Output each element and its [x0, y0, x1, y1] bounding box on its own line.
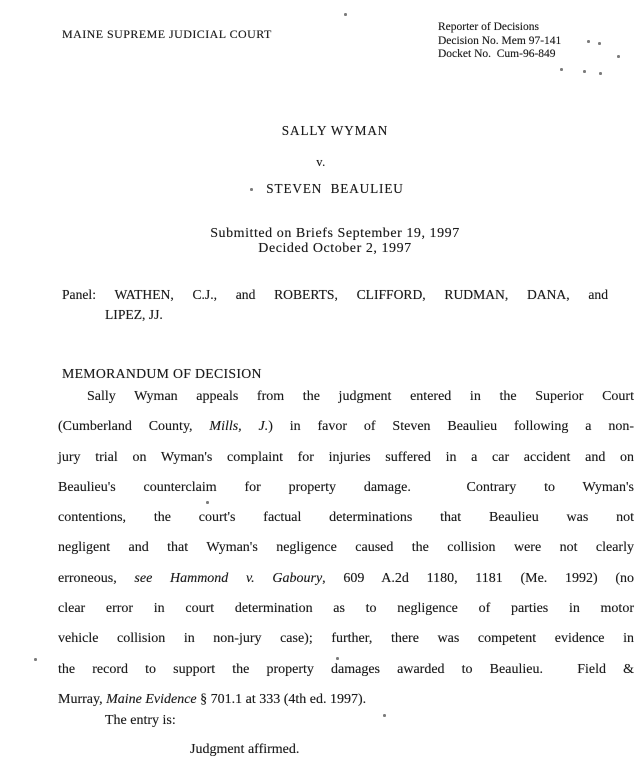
body-paragraph: [58, 382, 634, 715]
body-line: [58, 564, 634, 594]
body-line: [58, 685, 634, 715]
scan-speck: [617, 55, 620, 58]
court-name: MAINE SUPREME JUDICIAL COURT: [62, 27, 272, 41]
body-text: erroneous,: [58, 570, 135, 586]
reporter-block: [438, 21, 561, 62]
body-line: [58, 382, 634, 412]
body-text: the record to support the property damages awarded to Beaulieu. Field &: [58, 661, 634, 677]
body-line: [58, 655, 634, 685]
panel-line-1: Panel: WATHEN, C.J., and ROBERTS, CLIFFORD, RUDMAN, DANA, and: [62, 287, 608, 302]
panel-block: [62, 285, 608, 325]
body-text: vehicle collision in non-jury case); further, there was competent evidence in: [58, 631, 634, 647]
body-line: [58, 594, 634, 624]
body-text: (Cumberland County,: [58, 419, 210, 435]
memorandum-heading: MEMORANDUM OF DECISION: [62, 366, 262, 381]
body-line: [58, 443, 634, 473]
submitted-date: Submitted on Briefs September 19, 1997: [210, 226, 460, 241]
scan-speck: [599, 72, 602, 75]
defendant-name: STEVEN BEAULIEU: [266, 181, 404, 196]
scan-speck: [583, 70, 586, 73]
citation-italic: Mills, J.: [209, 419, 269, 435]
judgment-line: Judgment affirmed.: [190, 742, 300, 757]
body-text: Sally Wyman appeals from the judgment entered in the Superior Court: [87, 389, 634, 404]
reporter-of-decisions: Reporter of Decisions: [438, 21, 539, 33]
docket-number: Docket No. Cum-96-849: [438, 48, 556, 60]
body-text: § 701.1 at 333 (4th ed. 1997).: [196, 691, 367, 707]
body-text: Murray,: [58, 691, 107, 707]
scan-speck: [34, 658, 37, 661]
body-line: [58, 473, 634, 503]
scan-speck: [587, 40, 590, 43]
scan-speck: [598, 42, 601, 45]
body-text: clear error in court determination as to negligence of parties in motor: [58, 601, 634, 617]
scan-speck: [250, 188, 253, 191]
body-line: [58, 412, 634, 442]
scan-speck: [383, 714, 386, 717]
plaintiff-name: SALLY WYMAN: [281, 123, 389, 138]
decision-number: Decision No. Mem 97-141: [438, 34, 562, 47]
body-text: , 609 A.2d 1180, 1181 (Me. 1992) (no: [322, 570, 635, 586]
entry-label: The entry is:: [105, 713, 176, 728]
decided-date: Decided October 2, 1997: [258, 241, 412, 256]
body-text: Beaulieu's counterclaim for property damage. Contrary to Wyman's: [58, 479, 634, 495]
versus-label: [30, 155, 640, 170]
citation-italic: Maine Evidence: [106, 691, 197, 707]
citation-italic: see Hammond v. Gaboury: [134, 570, 323, 586]
body-text: negligent and that Wyman's negligence caused the collision were not clearly: [58, 540, 634, 556]
body-line: [58, 624, 634, 654]
scan-speck: [344, 13, 347, 16]
body-text: contentions, the court's factual determinations that Beaulieu was not: [58, 510, 634, 526]
panel-line-2: LIPEZ, JJ.: [105, 307, 163, 322]
body-line: [58, 533, 634, 563]
body-text: jury trial on Wyman's complaint for injuries suffered in a car accident and on: [58, 449, 634, 465]
scan-speck: [336, 657, 339, 660]
scan-speck: [206, 501, 209, 504]
body-text: ) in favor of Steven Beaulieu following a non-: [268, 419, 635, 435]
versus-text: v.: [316, 155, 326, 169]
body-line: [58, 503, 634, 533]
scan-speck: [560, 68, 563, 71]
